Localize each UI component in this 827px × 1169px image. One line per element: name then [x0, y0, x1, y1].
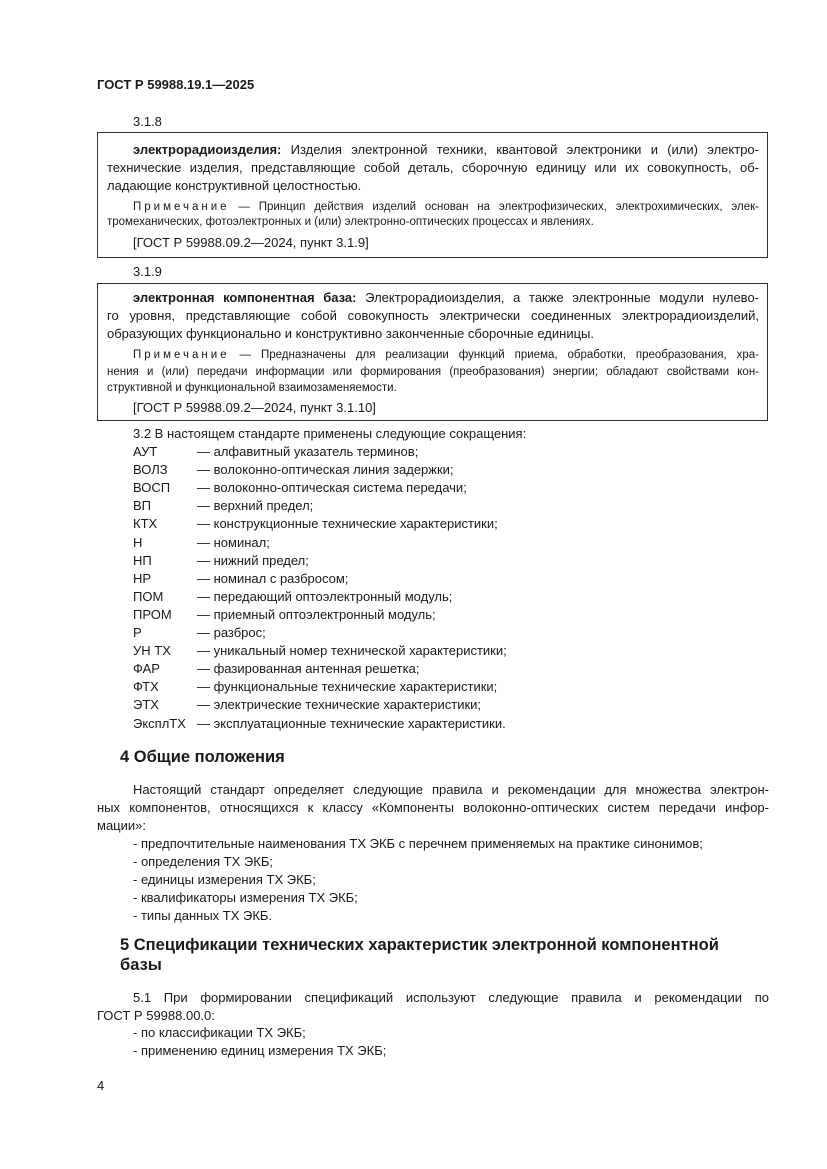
abbreviations-intro: 3.2 В настоящем стандарте применены следующие сокращения:	[133, 426, 527, 441]
term-line	[133, 142, 759, 158]
paragraph-text: ГОСТ Р 59988.00.0:	[97, 1008, 215, 1023]
abbreviation-meaning: — передающий оптоэлектронный модуль;	[197, 588, 453, 604]
abbreviation-meaning: — уникальный номер технической характеристики;	[197, 643, 507, 659]
paragraph-text: ных компонентов, относящихся к классу «Компоненты волоконно-оптических систем передачи инфор-	[97, 800, 769, 815]
abbreviation: ПРОМ	[133, 606, 172, 622]
note-text: тромеханических, фотоэлектронных и (или) электронно-оптических процессах и явлениях.	[107, 216, 594, 228]
list-item: - предпочтительные наименования ТХ ЭКБ с перечнем применяемых на практике синонимов;	[133, 836, 703, 851]
note-text: — Предназначены для реализации функций приема, обработки, преобразования, хра-	[239, 349, 759, 361]
abbreviation-meaning: — волоконно-оптическая система передачи;	[197, 480, 467, 496]
term-number: 3.1.8	[133, 114, 162, 129]
abbreviation-meaning: — разброс;	[197, 625, 266, 640]
abbreviation-meaning: — конструкционные технические характеристики;	[197, 516, 498, 532]
abbreviation-meaning: — фазированная антенная решетка;	[197, 661, 420, 677]
section-4-title: 4 Общие положения	[120, 748, 285, 766]
abbreviation: ЭксплТХ	[133, 715, 186, 731]
abbreviation: ФТХ	[133, 679, 159, 695]
paragraph-text: Настоящий стандарт определяет следующие правила и рекомендации для множества электрон-	[133, 782, 769, 797]
abbreviation: УН ТХ	[133, 643, 171, 659]
abbreviation-meaning: — приемный оптоэлектронный модуль;	[197, 606, 436, 622]
term-line	[133, 290, 759, 306]
abbreviation: КТХ	[133, 516, 158, 532]
abbreviation: Р	[133, 625, 142, 640]
abbreviation: ФАР	[133, 661, 160, 677]
term-name: электронная компонентная база:	[133, 290, 357, 305]
list-item: - квалификаторы измерения ТХ ЭКБ;	[133, 890, 358, 905]
list-item: - по классификации ТХ ЭКБ;	[133, 1025, 306, 1040]
definition-text: го уровня, представляющие собой совокупность электрически соединенных электрорадиоизделий,	[107, 308, 759, 323]
abbreviation: НП	[133, 552, 152, 568]
abbreviation: НР	[133, 570, 152, 586]
page-number: 4	[97, 1078, 105, 1093]
section-5-title: базы	[120, 956, 162, 974]
abbreviation-meaning: — волоконно-оптическая линия задержки;	[197, 462, 454, 478]
note-line	[133, 347, 759, 363]
definition-text: Электрорадиоизделия, а также электронные модули нулево-	[365, 290, 760, 305]
term-source: [ГОСТ Р 59988.09.2—2024, пункт 3.1.9]	[133, 235, 369, 250]
abbreviation: ЭТХ	[133, 697, 159, 713]
abbreviation: Н	[133, 534, 143, 550]
term-name: электрорадиоизделия:	[133, 142, 282, 157]
abbreviation-meaning: — электрические технические характеристики;	[197, 697, 482, 713]
abbreviation-meaning: — номинал;	[197, 534, 270, 550]
definition-text: технические изделия, представляющие собой деталь, сборочную единицу или их совокупность, об-	[107, 160, 759, 175]
paragraph-text: мации»:	[97, 818, 146, 833]
paragraph-text: 5.1 При формировании спецификаций используют следующие правила и рекомендации по	[133, 990, 769, 1005]
list-item: - применению единиц измерения ТХ ЭКБ;	[133, 1043, 387, 1058]
term-number: 3.1.9	[133, 264, 162, 279]
abbreviation: ВОСП	[133, 480, 171, 496]
document-header: ГОСТ Р 59988.19.1—2025	[97, 77, 255, 92]
note-label: Примечание	[133, 201, 230, 213]
list-item: - определения ТХ ЭКБ;	[133, 854, 273, 869]
note-label: Примечание	[133, 349, 230, 361]
abbreviation-meaning: — функциональные технические характеристики;	[197, 679, 498, 695]
list-item: - единицы измерения ТХ ЭКБ;	[133, 872, 316, 887]
list-item: - типы данных ТХ ЭКБ.	[133, 908, 273, 923]
term-source: [ГОСТ Р 59988.09.2—2024, пункт 3.1.10]	[133, 400, 376, 415]
abbreviation-meaning: — нижний предел;	[197, 552, 309, 568]
note-text: нения и (или) передачи информации или формирования (преобразования) энергии; обладают свойствами кон-	[107, 366, 759, 378]
abbreviation: ВОЛЗ	[133, 462, 168, 478]
abbreviation: АУТ	[133, 444, 158, 459]
abbreviation-meaning: — алфавитный указатель терминов;	[197, 444, 419, 459]
abbreviation: ВП	[133, 498, 152, 514]
note-line	[133, 199, 759, 215]
note-text: — Принцип действия изделий основан на электрофизических, электрохимических, элек-	[238, 201, 759, 213]
definition-text: ладающие конструктивной целостностью.	[107, 178, 362, 193]
note-text: структивной и функциональной взаимозаменяемости.	[107, 382, 397, 394]
abbreviation-meaning: — номинал с разбросом;	[197, 570, 349, 586]
abbreviation-meaning: — эксплуатационные технические характеристики.	[197, 715, 506, 731]
definition-text: Изделия электронной техники, квантовой электроники и (или) электро-	[290, 142, 759, 157]
abbreviation-meaning: — верхний предел;	[197, 498, 314, 514]
definition-text: образующих функционально и конструктивно законченные сборочные единицы.	[107, 326, 594, 341]
abbreviation: ПОМ	[133, 588, 164, 604]
section-5-title: 5 Спецификации технических характеристик электронной компонентной	[120, 936, 719, 954]
